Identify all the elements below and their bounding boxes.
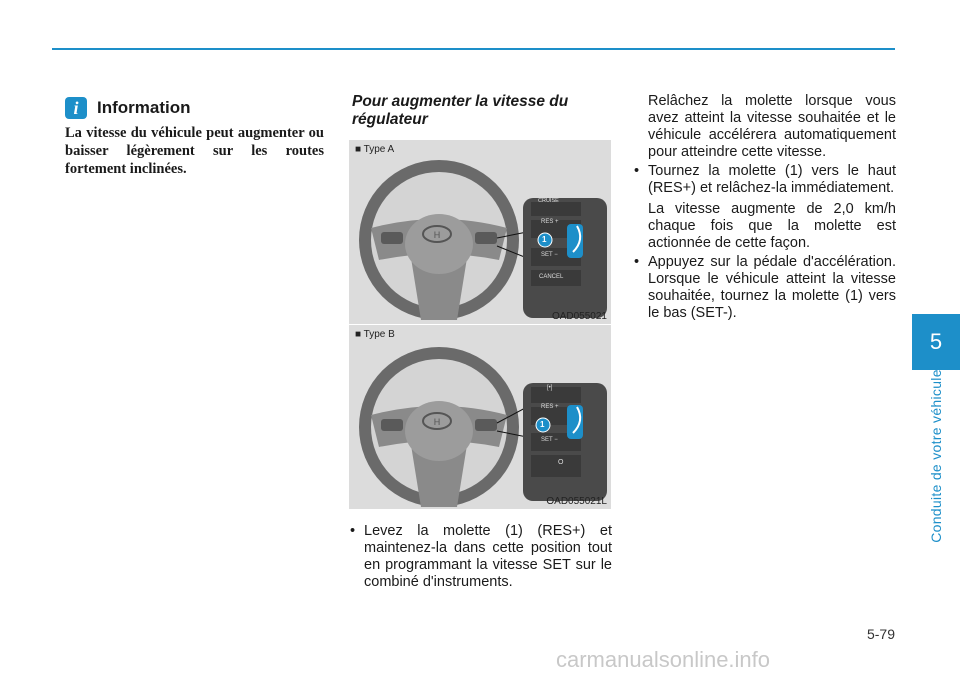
column-3-text [634,93,896,324]
bullet-raise-lever: • Levez la molette (1) (RES+) et maintenez-la dans cette position tout en programmant la vitesse SET sur le combiné d'instruments. [350,523,612,591]
section-title: Pour augmenter la vitesse du régulateur [352,93,569,128]
info-body: La vitesse du véhicule peut augmenter ou baisser légèrement sur les routes fortement inclinées. [65,125,324,177]
btn-cruise: [•] [547,385,553,391]
btn-res: RES + [541,219,559,225]
btn-set: SET − [541,252,558,258]
figure-type-b [349,324,611,509]
info-title: Information [97,98,191,117]
steering-wheel-icon [359,160,519,320]
release-lever-text: Relâchez la molette lorsque vous avez atteint la vitesse souhaitée et le véhicule accélérera automatiquement pour atteindre cette vitesse. [648,93,896,160]
chapter-number: 5 [929,329,943,354]
speed-increase-note: La vitesse augmente de 2,0 km/h chaque fois que la molette est actionnée de cette façon. [648,201,896,251]
figure-code: OAD055021 [551,311,607,322]
figure-type-a [349,140,611,324]
figure-label: ■ Type B [355,329,395,340]
figure-label: ■ Type A [355,144,395,155]
watermark: carmanualsonline.info [556,647,771,672]
column-2-text [350,523,612,591]
figure-code: OAD055021L [546,496,607,507]
cruise-control-panel [523,198,607,318]
page-number: 5-79 [866,626,895,642]
cruise-control-panel [523,383,607,501]
svg-text:H: H [433,230,441,240]
top-rule [52,48,895,50]
btn-set: SET − [541,437,558,443]
callout-1: 1 [540,420,545,429]
steering-wheel-icon [359,347,519,507]
svg-text:H: H [433,417,441,427]
chapter-title: Conduite de votre véhicule [928,369,944,543]
info-heading [65,97,191,119]
steering-wheel-illustration-a [349,140,611,324]
callout-1: 1 [542,235,547,244]
info-icon: i [65,97,87,119]
steering-wheel-illustration-b [349,325,611,509]
btn-cancel: O [558,459,564,466]
btn-cancel: CANCEL [539,274,564,280]
btn-res: RES + [541,404,559,410]
chapter-tab [912,314,960,370]
btn-cruise: CRUISE [538,198,559,204]
bullet-turn-up: • Tournez la molette (1) vers le haut (RES+) et relâchez-la immédiatement. [634,163,896,197]
bullet-accelerator: • Appuyez sur la pédale d'accélération. Lorsque le véhicule atteint la vitesse souhaitée, tournez la molette (1) vers le bas (SET-). [634,254,896,322]
